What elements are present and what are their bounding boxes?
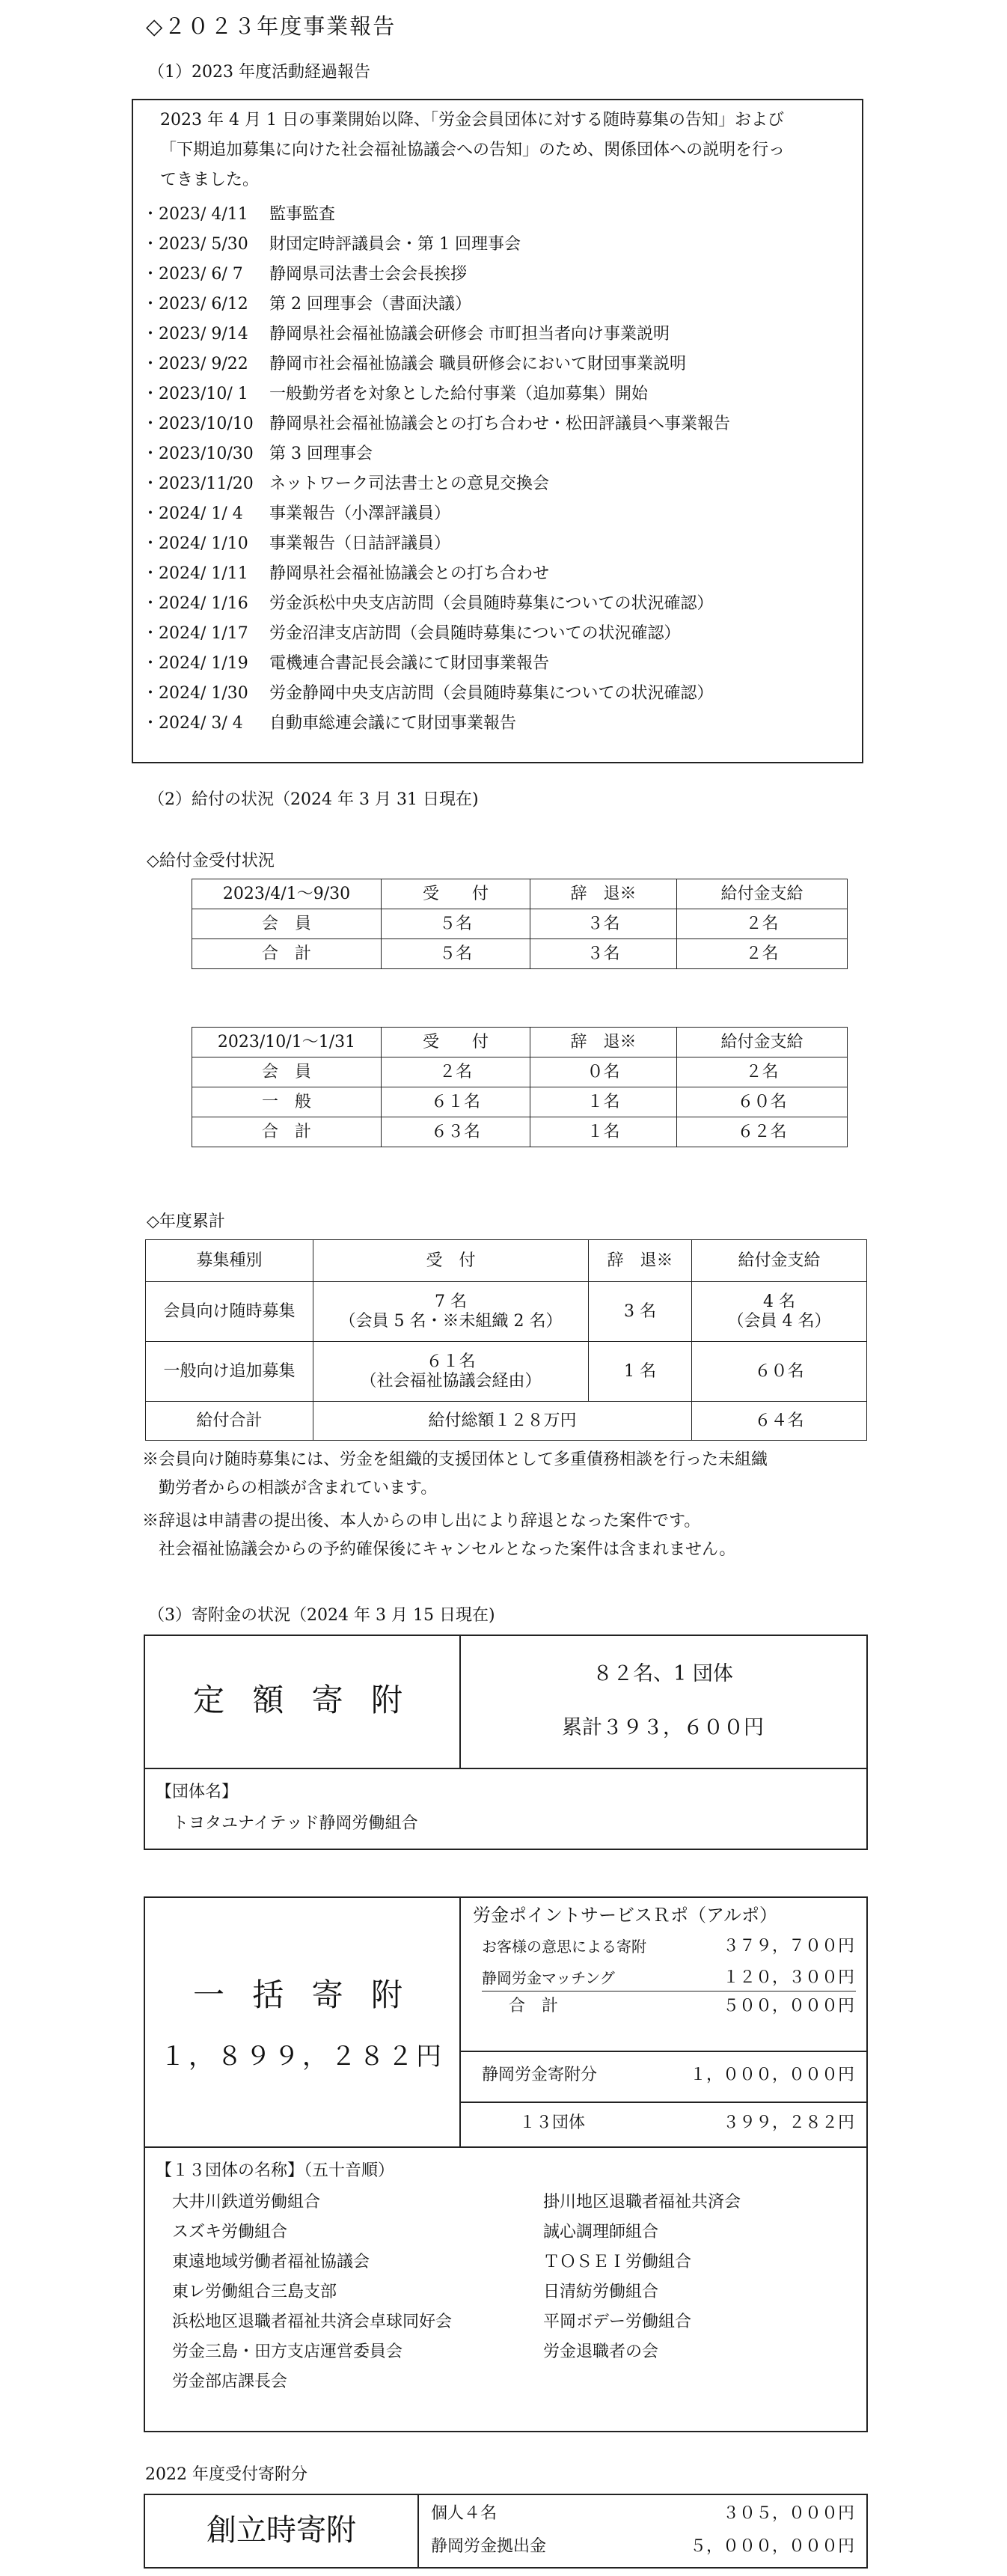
- note-line: 勤労者からの相談が含まれています。: [142, 1479, 438, 1498]
- table-cell: ６４名: [692, 1402, 867, 1441]
- table-header: 給付金支給: [677, 1028, 848, 1057]
- section2-heading: （2）給付の状況（2024 年 3 月 31 日現在): [148, 790, 479, 809]
- table-cell: ５名: [382, 909, 530, 939]
- activity-item: [142, 205, 845, 235]
- activity-text: 第 3 回理事会: [269, 445, 373, 463]
- subheading-annual: ◇年度累計: [147, 1212, 225, 1231]
- group-name: トヨタユナイテッド静岡労働組合: [172, 1814, 418, 1833]
- group-list-item: スズキ労働組合: [172, 2223, 288, 2241]
- activity-date: ・2023/ 6/ 7: [142, 265, 243, 284]
- table-header: 辞 退※: [589, 1240, 692, 1282]
- group-list-item: 東遠地域労働者福祉協議会: [172, 2253, 370, 2271]
- activity-text: 一般勤労者を対象とした給付事業（追加募集）開始: [269, 385, 649, 403]
- table-header: 給付金支給: [692, 1240, 867, 1282]
- rpo-total: ５００，０００円: [722, 1997, 854, 2015]
- table-header: 受 付: [313, 1240, 589, 1282]
- activity-text: 自動車総連会議にて財団事業報告: [269, 714, 517, 733]
- groups-label: １３団体: [519, 2113, 586, 2132]
- table-cell: ２名: [382, 1057, 530, 1087]
- activity-item: [142, 624, 845, 654]
- fixed-donation-label: 定 額 寄 附: [192, 1682, 412, 1718]
- group-list-item: 掛川地区退職者福祉共済会: [543, 2193, 741, 2212]
- activity-item: [142, 714, 845, 744]
- table-cell: ３名: [530, 909, 677, 939]
- table-cell: 1 名: [589, 1342, 692, 1402]
- table-header: 給付金支給: [677, 879, 848, 909]
- table-cell: 一 般: [192, 1087, 382, 1117]
- table-cell: 会 員: [192, 1057, 382, 1087]
- table-row: [192, 1057, 848, 1087]
- table-cell: ６０名: [692, 1342, 867, 1402]
- group-list-item: 平岡ボデー労働組合: [543, 2313, 692, 2331]
- activity-date: ・2024/ 1/16: [142, 594, 248, 613]
- activity-date: ・2024/ 1/17: [142, 624, 248, 643]
- table-first-half: [192, 879, 848, 969]
- lump-donation-amount: １，８９９，２８２円: [160, 2042, 444, 2072]
- activity-item: [142, 295, 845, 325]
- activity-text: 静岡県司法書士会会長挨拶: [269, 265, 468, 284]
- activity-item: [142, 385, 845, 415]
- lump-donation-label: 一 括 寄 附: [192, 1977, 412, 2013]
- activity-date: ・2023/10/30: [142, 445, 254, 463]
- activity-text: 第 2 回理事会（書面決議）: [269, 295, 471, 314]
- activity-item: [142, 235, 845, 265]
- table-header: 募集種別: [146, 1240, 313, 1282]
- table-cell: 給付合計: [146, 1402, 313, 1441]
- table-row: [192, 909, 848, 939]
- table-cell: ２名: [677, 939, 848, 969]
- table-cell: ６２名: [677, 1117, 848, 1147]
- founding-row-value: ５，０００，０００円: [689, 2537, 854, 2556]
- table-cell: [313, 1282, 589, 1342]
- group-list-item: 東レ労働組合三島支部: [172, 2283, 337, 2301]
- activity-text: 静岡県社会福祉協議会との打ち合わせ: [269, 564, 550, 583]
- table-cell: [692, 1282, 867, 1342]
- note-line: ※会員向け随時募集には、労金を組織的支援団体として多重債務相談を行った未組織: [142, 1450, 768, 1469]
- table-cell: 3 名: [589, 1282, 692, 1342]
- cell-line: （社会福祉協議会経由）: [360, 1371, 542, 1391]
- activity-item: [142, 504, 845, 534]
- cell-line: （会員 5 名・※未組織 2 名）: [339, 1311, 563, 1331]
- group-list-item: 労金退職者の会: [543, 2342, 659, 2361]
- table-cell: 合 計: [192, 939, 382, 969]
- activity-date: ・2024/ 1/19: [142, 654, 248, 673]
- founding-donation-box: [144, 2494, 868, 2569]
- table-cell: １名: [530, 1117, 677, 1147]
- activity-date: ・2023/10/10: [142, 415, 254, 433]
- cell-line: 4 名: [763, 1292, 795, 1311]
- activity-text: 労金沼津支店訪問（会員随時募集についての状況確認）: [269, 624, 681, 643]
- activity-item: [142, 474, 845, 504]
- table-cell: ６１名: [382, 1087, 530, 1117]
- table-cell: ６３名: [382, 1117, 530, 1147]
- activity-date: ・2023/ 9/14: [142, 325, 248, 344]
- activity-item: [142, 684, 845, 714]
- note-line: ※辞退は申請書の提出後、本人からの申し出により辞退となった案件です。: [142, 1512, 701, 1530]
- section1-heading: （1）2023 年度活動経過報告: [148, 63, 370, 82]
- rpo-label: お客様の意思による寄附: [482, 1938, 646, 1956]
- activity-item: [142, 355, 845, 385]
- table-cell: 会 員: [192, 909, 382, 939]
- table-header: 辞 退※: [530, 1028, 677, 1057]
- table-header: 2023/10/1～1/31: [192, 1028, 382, 1057]
- table-cell: 会員向け随時募集: [146, 1282, 313, 1342]
- activity-date: ・2023/11/20: [142, 474, 254, 493]
- activity-date: ・2023/ 4/11: [142, 205, 248, 224]
- subheading-receipts: ◇給付金受付状況: [147, 852, 275, 870]
- table-header: 受 付: [382, 1028, 530, 1057]
- founding-row-label: 静岡労金拠出金: [431, 2537, 547, 2556]
- section3-heading: （3）寄附金の状況（2024 年 3 月 15 日現在): [148, 1606, 495, 1625]
- group-list-item: 誠心調理師組合: [543, 2223, 659, 2241]
- activity-date: ・2024/ 3/ 4: [142, 714, 243, 733]
- founding-donation-label: 創立時寄附: [206, 2513, 356, 2548]
- cell-line: 7 名: [435, 1292, 467, 1311]
- rokin-label: 静岡労金寄附分: [482, 2066, 598, 2084]
- activity-item: [142, 325, 845, 355]
- table-cell: 合 計: [192, 1117, 382, 1147]
- lump-donation-box: [144, 1896, 868, 2432]
- group-list-item: 日清紡労働組合: [543, 2283, 659, 2301]
- activity-text: 事業報告（日詰評議員）: [269, 534, 451, 553]
- table-cell: ０名: [530, 1057, 677, 1087]
- fixed-donation-total: 累計３９３，６００円: [562, 1716, 764, 1739]
- table-cell: ３名: [530, 939, 677, 969]
- activity-item: [142, 654, 845, 684]
- activity-text: 財団定時評議員会・第 1 回理事会: [269, 235, 521, 254]
- groups-value: ３９９，２８２円: [722, 2113, 854, 2132]
- fixed-donation-count: ８２名、1 団体: [593, 1662, 733, 1685]
- activity-date: ・2024/ 1/10: [142, 534, 248, 553]
- activity-box: [132, 99, 863, 763]
- group-list-item: 大井川鉄道労働組合: [172, 2193, 321, 2212]
- founding-row-label: 個人４名: [431, 2504, 498, 2523]
- page-title: ◇２０２３年度事業報告: [146, 13, 397, 39]
- activity-date: ・2024/ 1/30: [142, 684, 248, 703]
- activity-text: 労金浜松中央支店訪問（会員随時募集についての状況確認）: [269, 594, 714, 613]
- group-list-item: 労金三島・田方支店運営委員会: [172, 2342, 403, 2361]
- group-list-item: 浜松地区退職者福祉共済会卓球同好会: [172, 2313, 453, 2331]
- rpo-total-label: 合 計: [509, 1997, 559, 2015]
- activity-text: 事業報告（小澤評議員）: [269, 504, 451, 523]
- rpo-title: 労金ポイントサービスＲポ（アルポ）: [473, 1905, 778, 1926]
- cell-line: ６１名: [426, 1352, 476, 1371]
- table-header: 辞 退※: [530, 879, 677, 909]
- rpo-value: ３７９，７００円: [722, 1937, 854, 1956]
- table-annual: [145, 1239, 867, 1441]
- activity-text: 労金静岡中央支店訪問（会員随時募集についての状況確認）: [269, 684, 714, 703]
- table-row: [146, 1342, 867, 1402]
- table-row: [146, 1282, 867, 1342]
- rpo-value: １２０，３００円: [722, 1968, 854, 1987]
- activity-text: 静岡市社会福祉協議会 職員研修会において財団事業説明: [269, 355, 686, 373]
- activity-item: [142, 594, 845, 624]
- cell-line: （会員 4 名）: [727, 1311, 831, 1331]
- table-cell: ６０名: [677, 1087, 848, 1117]
- rpo-label: 静岡労金マッチング: [482, 1969, 615, 1987]
- activity-item: [142, 415, 845, 445]
- table-second-half: [192, 1027, 848, 1147]
- table-row: [146, 1402, 867, 1441]
- intro-line: てきました。: [160, 171, 260, 189]
- intro-line: 「下期追加募集に向けた社会福祉協議会への告知」のため、関係団体への説明を行っ: [160, 141, 786, 159]
- intro-line: 2023 年 4 月 1 日の事業開始以降、「労金会員団体に対する随時募集の告知」および: [160, 111, 784, 129]
- fixed-donation-box: [144, 1635, 868, 1850]
- group-list-item: 労金部店課長会: [172, 2372, 288, 2391]
- activity-text: 静岡県社会福祉協議会との打ち合わせ・松田評議員へ事業報告: [269, 415, 731, 433]
- table-cell: 一般向け追加募集: [146, 1342, 313, 1402]
- table-row: [192, 1117, 848, 1147]
- table-header: 2023/4/1～9/30: [192, 879, 382, 909]
- activity-text: 電機連合書記長会議にて財団事業報告: [269, 654, 550, 673]
- group-list-item: ＴＯＳＥＩ労働組合: [543, 2253, 692, 2271]
- table-header: 受 付: [382, 879, 530, 909]
- activity-date: ・2023/ 5/30: [142, 235, 248, 254]
- rokin-value: １，０００，０００円: [689, 2066, 854, 2084]
- table-row: [192, 939, 848, 969]
- activity-date: ・2023/ 9/22: [142, 355, 248, 373]
- table-row: [192, 1087, 848, 1117]
- activity-text: 監事監査: [269, 205, 336, 224]
- table-cell: ５名: [382, 939, 530, 969]
- activity-text: ネットワーク司法書士との意見交換会: [269, 474, 550, 493]
- activity-date: ・2024/ 1/ 4: [142, 504, 243, 523]
- activity-item: [142, 534, 845, 564]
- activity-date: ・2024/ 1/11: [142, 564, 248, 583]
- table-cell: １名: [530, 1087, 677, 1117]
- activity-date: ・2023/ 6/12: [142, 295, 248, 314]
- table-cell: [313, 1342, 589, 1402]
- activity-item: [142, 265, 845, 295]
- table-cell: ２名: [677, 1057, 848, 1087]
- founding-row-value: ３０５，０００円: [722, 2504, 854, 2523]
- prev-year-label: 2022 年度受付寄附分: [145, 2465, 307, 2484]
- activity-date: ・2023/10/ 1: [142, 385, 248, 403]
- activity-item: [142, 564, 845, 594]
- activity-item: [142, 445, 845, 474]
- group-label: 【団体名】: [156, 1783, 239, 1801]
- group-list-title: 【１３団体の名称】（五十音順）: [156, 2161, 395, 2180]
- activity-text: 静岡県社会福祉協議会研修会 市町担当者向け事業説明: [269, 325, 670, 344]
- table-cell: 給付総額１２８万円: [313, 1402, 692, 1441]
- table-cell: ２名: [677, 909, 848, 939]
- note-line: 社会福祉協議会からの予約確保後にキャンセルとなった案件は含まれません。: [142, 1540, 736, 1559]
